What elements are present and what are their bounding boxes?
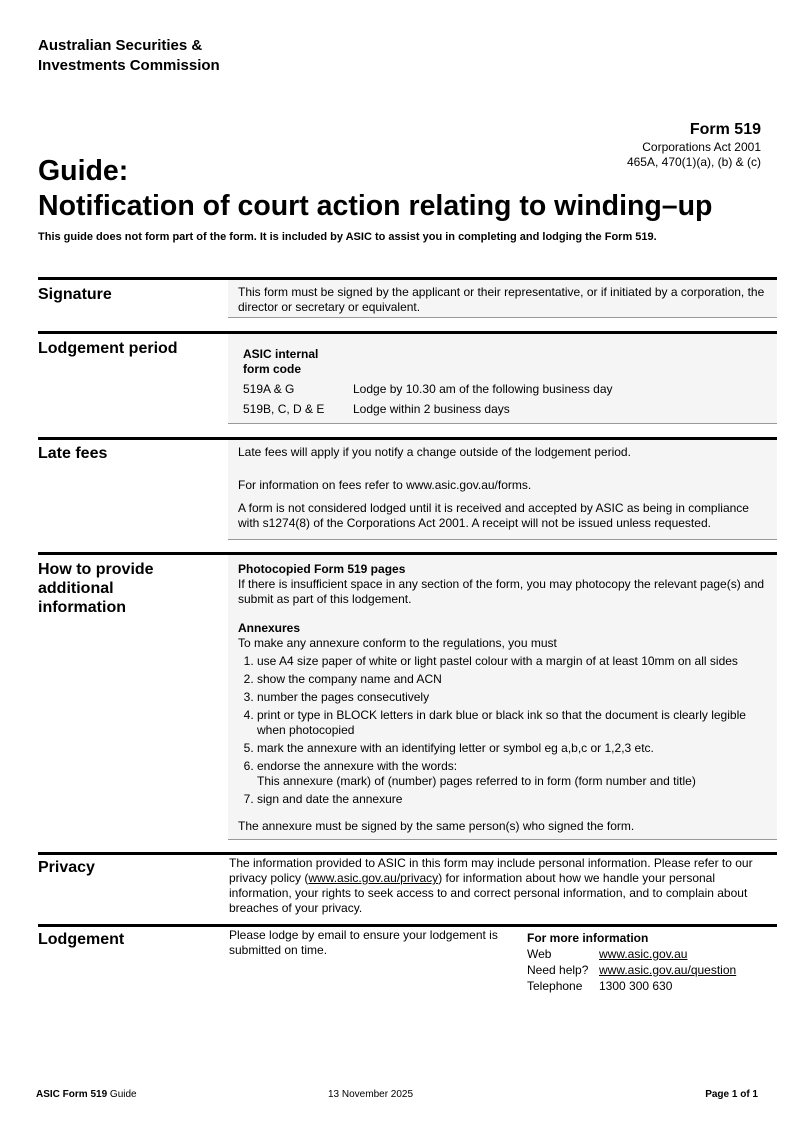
more-info-heading: For more information (527, 931, 649, 945)
late-fees-text-2: For information on fees refer to www.asic.gov.au/forms. (238, 478, 532, 492)
organisation-name (38, 36, 220, 76)
table-row (527, 946, 736, 962)
late-fees-text-1: Late fees will apply if you notify a change outside of the lodgement period. (238, 445, 631, 459)
late-fees-panel (228, 440, 777, 540)
additional-info-label-line-2: information (38, 599, 126, 616)
footer-form-number: ASIC Form 519 (36, 1089, 108, 1100)
additional-info-panel (228, 555, 777, 840)
annexure-requirements-list (238, 654, 767, 807)
annexure-closing: The annexure must be signed by the same person(s) who signed the form. (238, 819, 635, 833)
late-fees-label: Late fees (38, 445, 108, 462)
privacy-policy-link[interactable]: www.asic.gov.au/privacy (308, 871, 439, 885)
form-number: Form 519 (689, 121, 761, 138)
lodgement-text: Please lodge by email to ensure your lodgement is submitted on time. (229, 928, 498, 957)
list-item: 5. mark the annexure with an identifying letter or symbol eg a,b,c or 1,2,3 etc. (257, 741, 767, 756)
table-row (527, 978, 736, 994)
title-line-1: Guide: (38, 155, 129, 187)
phone-label: Telephone (527, 979, 583, 993)
photocopy-text: If there is insufficient space in any section of the form, you may photocopy the relevant page(s) and submit as part of this lodgement. (238, 577, 765, 606)
footer-date: 13 November 2025 (328, 1089, 414, 1100)
intro-text: This guide does not form part of the form. It is included by ASIC to assist you in completing and lodging the Form 519. (38, 231, 657, 243)
footer-page-number: Page 1 of 1 (705, 1089, 758, 1100)
signature-text: This form must be signed by the applicant or their representative, or if initiated by a corporation, the director or secretary or equivalent. (238, 285, 765, 314)
org-line-2: Investments Commission (38, 57, 220, 74)
photocopy-heading: Photocopied Form 519 pages (238, 562, 406, 576)
more-information-box (527, 930, 767, 994)
lodge-deadline: Lodge by 10.30 am of the following business day (353, 382, 613, 396)
signature-panel (228, 280, 777, 318)
privacy-label: Privacy (38, 859, 95, 876)
list-item: 3. number the pages consecutively (257, 690, 767, 705)
form-code: 519A & G (243, 382, 295, 396)
contact-table (527, 946, 736, 994)
table-row (527, 962, 736, 978)
lodgement-period-label: Lodgement period (38, 340, 178, 357)
lodgement-label: Lodgement (38, 931, 125, 948)
table-row (243, 402, 767, 417)
additional-info-label-line-1: How to provide additional (38, 561, 154, 597)
table-row (243, 382, 767, 397)
lodgement-period-panel (228, 334, 777, 424)
footer-form-suffix: Guide (107, 1089, 137, 1100)
list-item-extra: This annexure (mark) of (number) pages referred to in form (form number and title) (257, 774, 696, 788)
list-item (257, 759, 767, 789)
footer-form-name (36, 1089, 137, 1100)
org-line-1: Australian Securities & (38, 37, 203, 54)
page-title (38, 154, 712, 224)
annexures-heading: Annexures (238, 621, 301, 635)
late-fees-text-3: A form is not considered lodged until it is received and accepted by ASIC as being in compliance with s1274(8) of the Corporations Act 2001. A receipt will not be issued unless requested. (238, 501, 749, 530)
additional-info-label (38, 560, 230, 617)
act-sections: 465A, 470(1)(a), (b) & (c) (626, 155, 761, 169)
list-item: 1. use A4 size paper of white or light pastel colour with a margin of at least 10mm on all sides (257, 654, 767, 669)
privacy-text-end: ) for information about how we handle your personal information, your rights to seek access to and correct personal information, and to complain about breaches of your privacy. (229, 871, 748, 915)
help-link[interactable]: www.asic.gov.au/question (599, 963, 737, 977)
list-item: 4. print or type in BLOCK letters in dark blue or black ink so that the document is clearly legible when photocopied (257, 708, 767, 738)
privacy-text-start: The information provided to ASIC in this form may include personal information. Please refer to our privacy policy ( (229, 856, 753, 885)
form-code: 519B, C, D & E (243, 402, 325, 416)
phone-number: 1300 300 630 (599, 979, 673, 993)
list-item-text: 6. endorse the annexure with the words: (257, 759, 458, 773)
list-item: 7. sign and date the annexure (257, 792, 767, 807)
list-item: 2. show the company name and ACN (257, 672, 767, 687)
help-label: Need help? (527, 963, 589, 977)
act-name: Corporations Act 2001 (642, 140, 761, 154)
web-link[interactable]: www.asic.gov.au (599, 947, 688, 961)
annexures-intro: To make any annexure conform to the regulations, you must (238, 636, 557, 650)
privacy-text (229, 856, 770, 916)
title-line-2: Notification of court action relating to winding–up (38, 190, 713, 222)
lodge-deadline: Lodge within 2 business days (353, 402, 510, 416)
section-divider (38, 852, 777, 855)
section-divider (38, 924, 777, 927)
signature-label: Signature (38, 286, 112, 303)
code-header-2: form code (243, 362, 302, 376)
web-label: Web (527, 947, 552, 961)
code-header-1: ASIC internal (243, 347, 319, 361)
